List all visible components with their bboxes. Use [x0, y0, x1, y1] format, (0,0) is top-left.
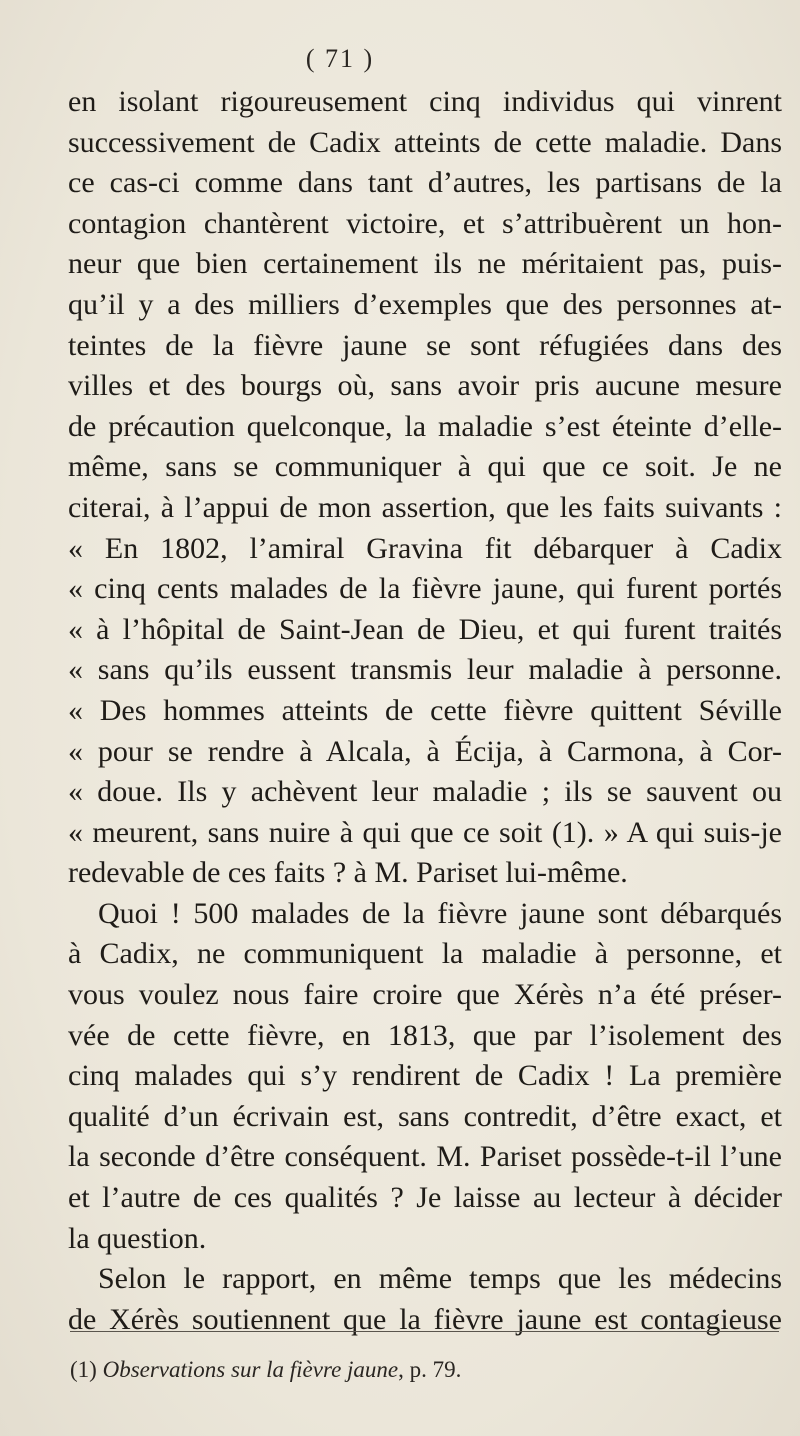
text-line: qualité d’un écrivain est, sans contredit, d’être exact, et: [68, 1099, 782, 1133]
footnote-page-ref: , p. 79.: [398, 1357, 462, 1382]
text-line: vous voulez nous faire croire que Xérès n’a été préser-: [68, 978, 782, 1012]
text-line: villes et des bourgs où, sans avoir pris aucune mesure: [68, 369, 782, 403]
footnote-divider: [70, 1331, 779, 1332]
text-line: en isolant rigoureusement cinq individus qui vinrent: [68, 85, 782, 118]
text-line: teintes de la fièvre jaune se sont réfugiées dans des: [68, 328, 782, 362]
text-line: « sans qu’ils eussent transmis leur maladie à personne.: [68, 653, 782, 687]
text-line: Selon le rapport, en même temps que les médecins: [98, 1262, 782, 1296]
text-line: de Xérès soutiennent que la fièvre jaune est contagieuse: [68, 1302, 782, 1336]
footnote-title: Observations sur la fièvre jaune: [102, 1357, 399, 1382]
text-line: « doue. Ils y achèvent leur maladie ; ils se sauvent ou: [68, 775, 782, 809]
text-line: vée de cette fièvre, en 1813, que par l’isolement des: [68, 1018, 782, 1052]
body-text: [68, 82, 782, 1340]
text-line: redevable de ces faits ? à M. Pariset lui-même.: [68, 856, 628, 890]
text-line: qu’il y a des milliers d’exemples que des personnes at-: [68, 287, 782, 321]
text-line: « cinq cents malades de la fièvre jaune, qui furent portés: [68, 572, 782, 606]
text-line: à Cadix, ne communiquent la maladie à personne, et: [68, 937, 782, 971]
page-number: ( 71 ): [305, 44, 375, 73]
text-line: « meurent, sans nuire à qui que ce soit (1). » A qui suis-je: [68, 815, 782, 849]
text-line: citerai, à l’appui de mon assertion, que les faits suivants :: [68, 490, 782, 524]
text-line: la seconde d’être conséquent. M. Pariset possède-t-il l’une: [68, 1140, 782, 1174]
text-line: même, sans se communiquer à qui que ce soit. Je ne: [68, 450, 782, 484]
text-line: Quoi ! 500 malades de la fièvre jaune sont débarqués: [98, 896, 782, 930]
text-line: de précaution quelconque, la maladie s’est éteinte d’elle-: [68, 409, 782, 443]
text-line: ce cas-ci comme dans tant d’autres, les partisans de la: [68, 166, 782, 200]
text-line: « pour se rendre à Alcala, à Écija, à Carmona, à Cor-: [68, 734, 782, 768]
text-line: la question.: [68, 1221, 207, 1255]
footnote: [70, 1355, 770, 1385]
text-line: « à l’hôpital de Saint-Jean de Dieu, et qui furent traités: [68, 612, 782, 646]
text-line: et l’autre de ces qualités ? Je laisse au lecteur à décider: [68, 1181, 782, 1215]
footnote-marker: (1): [70, 1357, 97, 1382]
text-line: « En 1802, l’amiral Gravina fit débarquer à Cadix: [68, 531, 782, 565]
text-line: contagion chantèrent victoire, et s’attribuèrent un hon-: [68, 206, 782, 240]
text-line: « Des hommes atteints de cette fièvre quittent Séville: [68, 693, 782, 727]
text-line: successivement de Cadix atteints de cette maladie. Dans: [68, 125, 782, 159]
text-line: neur que bien certainement ils ne méritaient pas, puis-: [68, 247, 782, 281]
text-line: cinq malades qui s’y rendirent de Cadix ! La première: [68, 1059, 782, 1093]
